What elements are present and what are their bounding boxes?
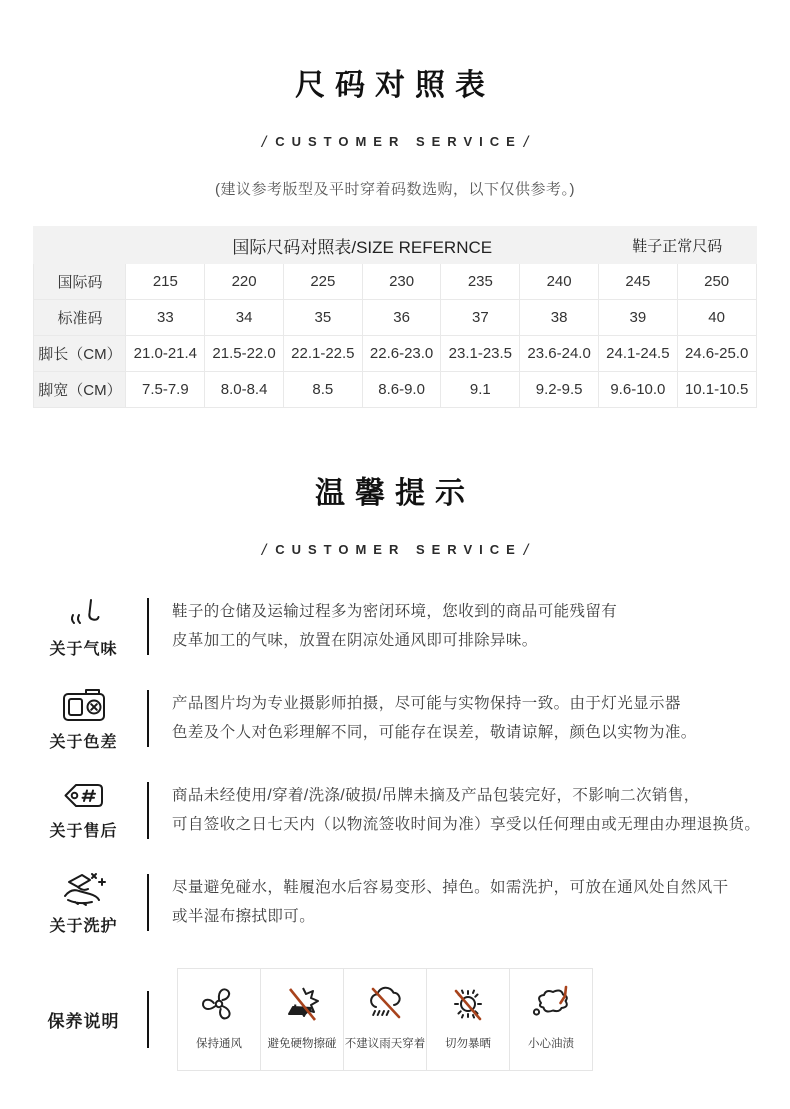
row-label: 标准码: [34, 300, 126, 336]
tip-text: [149, 689, 697, 747]
tip-label: 关于售后: [49, 822, 118, 840]
table-row: [34, 300, 756, 336]
tip-text-line: 尽量避免碰水，鞋履泡水后容易变形、掉色。如需洗护，可放在通风处自然风干: [172, 879, 729, 896]
table-cell: 9.2-9.5: [520, 372, 599, 408]
care-label: 保养说明: [47, 1011, 120, 1031]
no-hard-object-icon: [281, 983, 323, 1025]
tip-label: 关于洗护: [49, 917, 118, 935]
tip-text-line: 产品图片均为专业摄影师拍摄，尽可能与实物保持一致。由于灯光显示器: [172, 695, 681, 712]
table-cell: 10.1-10.5: [677, 372, 756, 408]
table-cell: 9.6-10.0: [599, 372, 678, 408]
table-cell: 215: [126, 264, 205, 300]
table-cell: 24.6-25.0: [677, 336, 756, 372]
slash-left: /: [261, 134, 267, 151]
tips-list: [0, 580, 790, 948]
fan-icon: [198, 983, 240, 1025]
size-note: (建议参考版型及平时穿着码数选购，以下仅供参考。): [215, 181, 575, 198]
care-item-label: 避免硬物擦碰: [267, 1037, 337, 1050]
table-cell: 21.0-21.4: [126, 336, 205, 372]
table-cell: 7.5-7.9: [126, 372, 205, 408]
tip-text-line: 皮革加工的气味，放置在阴凉处通风即可排除异味。: [172, 632, 538, 649]
tips-title: 温馨提示: [315, 477, 475, 510]
smell-icon: [65, 594, 103, 630]
slash-left: /: [261, 542, 267, 559]
table-row: [34, 264, 756, 300]
tip-row-color: [0, 672, 790, 764]
care-left: [0, 1007, 147, 1032]
customer-service-label: CUSTOMER SERVICE: [275, 542, 522, 557]
oil-stain-icon: [528, 983, 574, 1025]
table-cell: 24.1-24.5: [599, 336, 678, 372]
tip-left-wash: [0, 869, 147, 936]
row-label: 脚长（CM）: [34, 336, 126, 372]
camera-icon: [61, 685, 107, 723]
tip-label: 关于气味: [49, 640, 118, 658]
table-cell: 235: [441, 264, 520, 300]
table-cell: 23.6-24.0: [520, 336, 599, 372]
size-chart-title: 尺码对照表: [295, 69, 495, 102]
table-cell: 23.1-23.5: [441, 336, 520, 372]
table-cell: 9.1: [441, 372, 520, 408]
table-row: [34, 336, 756, 372]
tip-text-line: 鞋子的仓储及运输过程多为密闭环境，您收到的商品可能残留有: [172, 603, 618, 620]
no-sun-icon: [447, 983, 489, 1025]
care-section: [0, 964, 790, 1074]
tip-row-wash: [0, 856, 790, 948]
care-item-label: 小心油渍: [528, 1037, 574, 1050]
table-cell: 8.5: [283, 372, 362, 408]
slash-right: /: [523, 134, 529, 151]
tip-label: 关于色差: [49, 733, 118, 751]
table-header-right: 鞋子正常尺码: [599, 227, 757, 264]
table-cell: 33: [126, 300, 205, 336]
table-cell: 245: [599, 264, 678, 300]
slash-right: /: [523, 542, 529, 559]
table-cell: 8.6-9.0: [362, 372, 441, 408]
care-item-label: 保持通风: [196, 1037, 242, 1050]
care-box-no-rain: [343, 968, 427, 1071]
tip-left-aftersale: [0, 780, 147, 841]
customer-service-label: CUSTOMER SERVICE: [275, 134, 522, 149]
tip-text-line: 商品未经使用/穿着/洗涤/破损/吊牌未摘及产品包装完好，不影响二次销售，: [172, 787, 700, 804]
table-cell: 220: [205, 264, 284, 300]
table-cell: 225: [283, 264, 362, 300]
vertical-divider: [147, 991, 149, 1048]
tip-text: [149, 781, 760, 839]
table-cell: 36: [362, 300, 441, 336]
care-item-label: 切勿暴晒: [445, 1037, 491, 1050]
tip-row-aftersale: [0, 764, 790, 856]
tip-left-color: [0, 685, 147, 752]
table-header-main: 国际尺码对照表/SIZE REFERNCE: [126, 227, 599, 264]
wash-icon: [61, 869, 107, 907]
table-cell: 40: [677, 300, 756, 336]
table-cell: 22.1-22.5: [283, 336, 362, 372]
row-label: 国际码: [34, 264, 126, 300]
table-cell: 39: [599, 300, 678, 336]
row-label: 脚宽（CM）: [34, 372, 126, 408]
tip-text: [149, 597, 617, 655]
table-cell: 22.6-23.0: [362, 336, 441, 372]
table-cell: 37: [441, 300, 520, 336]
care-box-no-sun: [426, 968, 510, 1071]
care-box-ventilation: [177, 968, 261, 1071]
table-cell: 8.0-8.4: [205, 372, 284, 408]
table-row: [34, 372, 756, 408]
tip-row-odor: [0, 580, 790, 672]
tip-text-line: 色差及个人对色彩理解不同，可能存在误差，敬请谅解，颜色以实物为准。: [172, 724, 697, 741]
care-box-no-hard-objects: [260, 968, 344, 1071]
no-rain-icon: [363, 983, 407, 1025]
table-cell: 34: [205, 300, 284, 336]
table-cell: 35: [283, 300, 362, 336]
table-cell: 230: [362, 264, 441, 300]
tip-left-odor: [0, 594, 147, 659]
size-table-header-row: [34, 227, 756, 264]
tag-icon: [61, 780, 107, 812]
customer-service-line: [0, 134, 790, 152]
table-cell: 250: [677, 264, 756, 300]
tip-text-line: 或半湿布擦拭即可。: [172, 908, 316, 925]
table-header-empty: [34, 227, 126, 264]
tip-text: [149, 873, 729, 931]
size-table: [33, 226, 756, 408]
care-boxes: [177, 968, 593, 1071]
table-cell: 38: [520, 300, 599, 336]
customer-service-line: [0, 542, 790, 560]
table-cell: 240: [520, 264, 599, 300]
tip-text-line: 可自签收之日七天内（以物流签收时间为准）享受以任何理由或无理由办理退换货。: [172, 816, 761, 833]
table-cell: 21.5-22.0: [205, 336, 284, 372]
care-item-label: 不建议雨天穿着: [344, 1037, 426, 1050]
care-box-oil-stain: [509, 968, 593, 1071]
